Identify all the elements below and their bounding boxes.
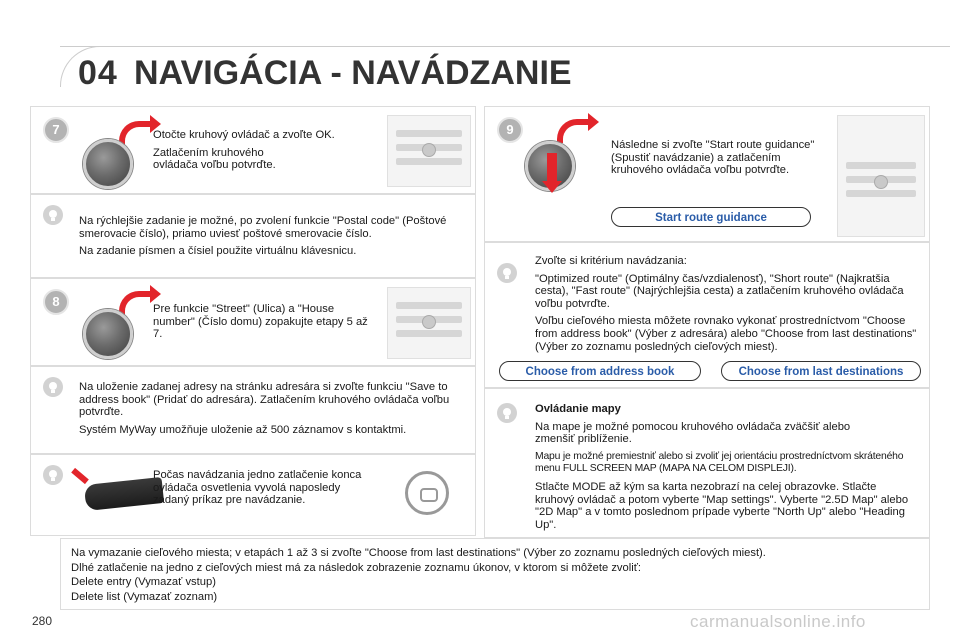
tip-1-line-1: Na rýchlejšie zadanie je možné, po zvolení funkcie "Postal code" (Poštové smerovacie číslo), priamo uviesť poštové smerovacie číslo.: [79, 215, 447, 240]
tip-4-line-3: Voľbu cieľového miesta môžete rovnako vykonať prostredníctvom "Choose from address book" (Výber z adresára) alebo "Choose from last destinations" (Výber zo zoznamu posledných cieľových miest).: [535, 315, 917, 353]
footer-line-1: Na vymazanie cieľového miesta; v etapách 1 až 3 si zvoľte "Choose from last destinations" (Výber zo zoznamu posledných cieľových miest).: [71, 547, 766, 559]
rotary-knob-icon: [83, 139, 133, 189]
footer-text: [71, 547, 927, 603]
rotate-arrow-icon: [119, 121, 151, 145]
tip-1-line-2: Na zadanie písmen a čísiel použite virtuálnu klávesnicu.: [79, 245, 357, 258]
tip-3-text: [153, 469, 365, 512]
rotate-arrow-icon: [557, 119, 589, 143]
lightbulb-icon: [43, 377, 63, 397]
tip-5-line-2: Mapu je možné premiestniť alebo si zvoliť jej orientáciu prostredníctvom skráteného menu FULL SCREEN MAP (MAPA NA CELOM DISPLEJI).: [535, 450, 904, 475]
lightbulb-icon: [497, 263, 517, 283]
step-9-badge: 9: [497, 117, 523, 143]
tip-1-panel: [30, 194, 476, 278]
page-number: 280: [32, 614, 53, 628]
step-9-line-1: Následne si zvoľte "Start route guidance" (Spustiť navádzanie) a zatlačením kruhového ovládača voľbu potvrďte.: [611, 139, 815, 177]
control-panel-illustration: [387, 287, 471, 359]
press-arrow-icon: [71, 468, 89, 484]
tip-2-line-1: Na uloženie zadanej adresy na stránku adresára si zvoľte funkciu "Save to address book" (Pridať do adresára). Zatlačením kruhového ovládača voľbu potvrďte.: [79, 381, 450, 419]
rotary-knob-icon: [83, 309, 133, 359]
control-panel-illustration: [387, 115, 471, 187]
tip-4-panel: [484, 242, 930, 388]
step-9-text: [611, 139, 815, 182]
tip-4-line-2: "Optimized route" (Optimálny čas/vzdialenosť), "Short route" (Najkratšia cesta), "Fast route" (Najrýchlejšia cesta) a zatlačením kruhového ovládača voľbu potvrďte.: [535, 272, 904, 310]
press-arrow-icon: [547, 153, 557, 183]
chapter-number: 04: [78, 54, 118, 92]
tip-2-panel: [30, 366, 476, 454]
tip-5-line-1: Na mape je možné pomocou kruhového ovládača zväčšiť alebo zmenšiť priblíženie.: [535, 420, 851, 446]
choose-from-address-book-button[interactable]: Choose from address book: [499, 361, 701, 381]
tip-2-text: [79, 381, 461, 441]
choose-from-last-destinations-button[interactable]: Choose from last destinations: [721, 361, 921, 381]
step-7-line-1: Otočte kruhový ovládač a zvoľte OK.: [153, 129, 335, 141]
map-control-heading: Ovládanie mapy: [535, 403, 621, 415]
step-8-panel: [30, 278, 476, 366]
step-7-line-2: Zatlačením kruhového ovládača voľbu potvrďte.: [153, 146, 276, 172]
footer-line-4: Delete list (Vymazať zoznam): [71, 590, 218, 603]
footer-line-2: Dlhé zatlačenie na jedno z cieľových miest má za následok zobrazenie zoznamu úkonov, v ktorom si môžete zvoliť:: [71, 561, 642, 574]
tip-3-panel: [30, 454, 476, 536]
tip-2-line-2: Systém MyWay umožňuje uloženie až 500 záznamov s kontaktmi.: [79, 423, 407, 436]
lightbulb-icon: [43, 465, 63, 485]
step-7-badge: 7: [43, 117, 69, 143]
tip-5-text: [535, 403, 925, 536]
step-8-badge: 8: [43, 289, 69, 315]
header-rule: [60, 46, 950, 47]
page-title: NAVIGÁCIA - NAVÁDZANIE: [134, 54, 572, 92]
step-8-text: [153, 303, 371, 346]
control-panel-illustration: [837, 115, 925, 237]
tip-4-line-1: Zvoľte si kritérium navádzania:: [535, 255, 687, 267]
step-9-panel: [484, 106, 930, 242]
tip-4-text: [535, 255, 917, 358]
tip-5-line-3: Stlačte MODE až kým sa karta nezobrazí na celej obrazovke. Stlačte kruhový ovládač a potom vyberte "Map settings". Vyberte "2.5D Map" alebo "2D Map" a v tomto poslednom prípade vyberte "North Up" alebo "Heading Up".: [535, 480, 909, 531]
steering-wheel-icon: [405, 471, 449, 515]
tip-1-text: [79, 215, 469, 263]
step-7-text: [153, 129, 373, 177]
lightbulb-icon: [497, 403, 517, 423]
start-route-guidance-button[interactable]: Start route guidance: [611, 207, 811, 227]
rotate-arrow-icon: [119, 291, 151, 315]
tip-5-panel: [484, 388, 930, 538]
tip-3-line-1: Počas navádzania jedno zatlačenie konca ovládača osvetlenia vyvolá naposledy zadaný príkaz pre navádzanie.: [153, 469, 362, 507]
footer-panel: [60, 538, 930, 610]
step-7-panel: [30, 106, 476, 194]
footer-line-3: Delete entry (Vymazať vstup): [71, 576, 216, 589]
watermark: carmanualsonline.info: [690, 612, 866, 631]
lightbulb-icon: [43, 205, 63, 225]
step-8-line-1: Pre funkcie "Street" (Ulica) a "House number" (Číslo domu) zopakujte etapy 5 až 7.: [153, 303, 368, 341]
